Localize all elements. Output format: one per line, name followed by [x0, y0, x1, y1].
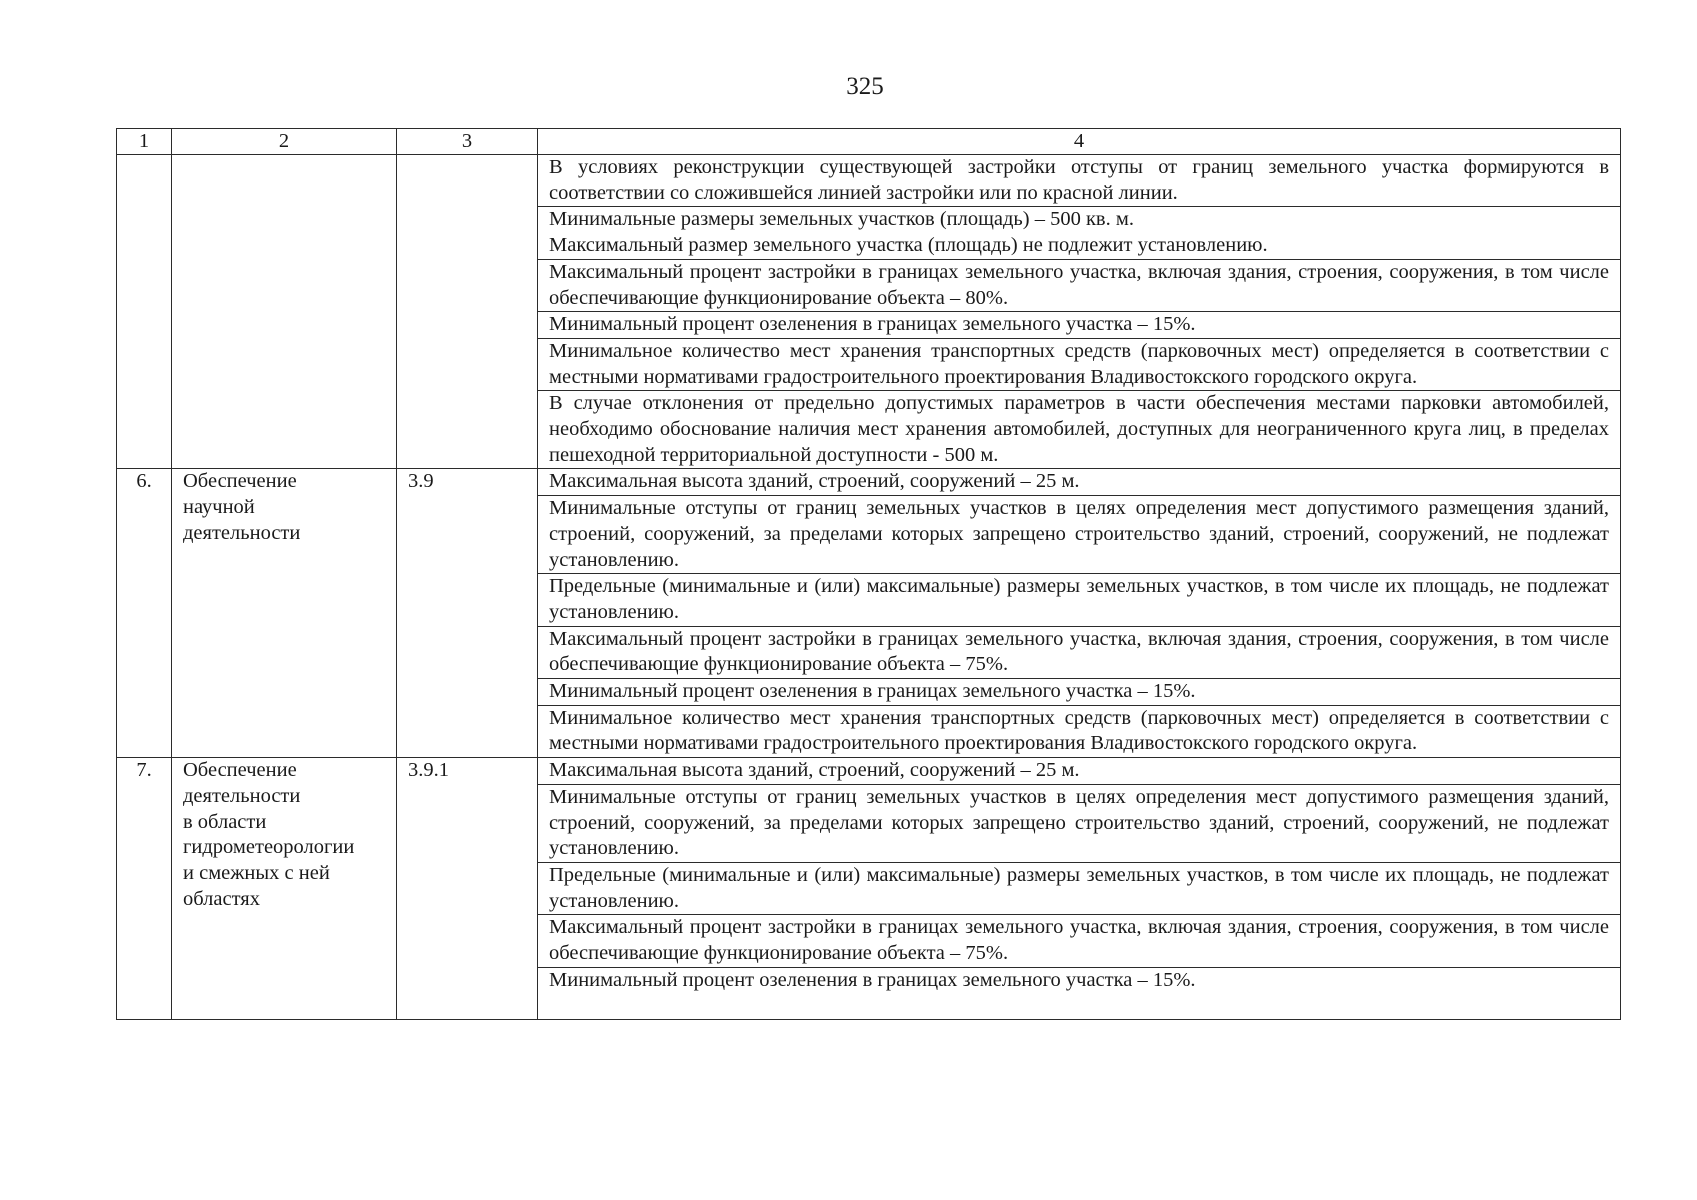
parameter-cell: Максимальная высота зданий, строений, сооружений – 25 м. [538, 758, 1621, 785]
parameter-cell: Минимальные отступы от границ земельных участков в целях определения мест допустимого размещения зданий, строений, сооружений, за пределами которых запрещено строительство зданий, строений, сооружений, не подлежат установлению. [538, 784, 1621, 862]
table-header-row [117, 129, 1621, 155]
parameter-cell: Предельные (минимальные и (или) максимальные) размеры земельных участков, в том числе их площадь, не подлежат установлению. [538, 574, 1621, 626]
parameter-cell: Минимальные отступы от границ земельных участков в целях определения мест допустимого размещения зданий, строений, сооружений, за пределами которых запрещено строительство зданий, строений, сооружений, не подлежат установлению. [538, 496, 1621, 574]
parameter-cell: Минимальные размеры земельных участков (площадь) – 500 кв. м. Максимальный размер земельного участка (площадь) не подлежит установлению. [538, 207, 1621, 259]
parameter-cell: Минимальный процент озеленения в границах земельного участка – 15%. [538, 967, 1621, 1019]
use-name-cell: Обеспечение деятельности в области гидрометеорологии и смежных с ней областях [172, 758, 397, 1020]
regulations-table [116, 128, 1621, 1020]
row-number-cell: 7. [117, 758, 172, 1020]
page-number: 325 [846, 73, 884, 100]
parameter-cell: Минимальный процент озеленения в границах земельного участка – 15%. [538, 312, 1621, 339]
parameter-cell: Минимальное количество мест хранения транспортных средств (парковочных мест) определяется в соответствии с местными нормативами градостроительного проектирования Владивостокского городского округа. [538, 705, 1621, 757]
use-code-cell: 3.9 [397, 469, 538, 758]
parameter-cell: Максимальный процент застройки в границах земельного участка, включая здания, строения, сооружения, в том числе обеспечивающие функционирование объекта – 75%. [538, 915, 1621, 967]
parameter-cell: Максимальный процент застройки в границах земельного участка, включая здания, строения, сооружения, в том числе обеспечивающие функционирование объекта – 80%. [538, 259, 1621, 311]
parameter-cell: Максимальный процент застройки в границах земельного участка, включая здания, строения, сооружения, в том числе обеспечивающие функционирование объекта – 75%. [538, 626, 1621, 678]
use-code-cell: 3.9.1 [397, 758, 538, 1020]
column-header-4: 4 [538, 129, 1621, 155]
parameter-cell: В условиях реконструкции существующей застройки отступы от границ земельного участка формируются в соответствии со сложившейся линией застройки или по красной линии. [538, 155, 1621, 207]
column-header-2: 2 [172, 129, 397, 155]
table-row [117, 469, 1621, 496]
column-header-1: 1 [117, 129, 172, 155]
parameter-cell: В случае отклонения от предельно допустимых параметров в части обеспечения местами парковки автомобилей, необходимо обоснование наличия мест хранения автомобилей, доступных для неограниченного круга лиц, в пределах пешеходной территориальной доступности - 500 м. [538, 391, 1621, 469]
column-header-3: 3 [397, 129, 538, 155]
parameter-cell: Минимальный процент озеленения в границах земельного участка – 15%. [538, 679, 1621, 706]
use-name-cell: Обеспечение научной деятельности [172, 469, 397, 758]
table-row [117, 155, 1621, 207]
row-number-cell [117, 155, 172, 469]
use-code-cell [397, 155, 538, 469]
parameter-cell: Минимальное количество мест хранения транспортных средств (парковочных мест) определяется в соответствии с местными нормативами градостроительного проектирования Владивостокского городского округа. [538, 338, 1621, 390]
table-row [117, 758, 1621, 785]
parameter-cell: Предельные (минимальные и (или) максимальные) размеры земельных участков, в том числе их площадь, не подлежат установлению. [538, 862, 1621, 914]
parameter-cell: Максимальная высота зданий, строений, сооружений – 25 м. [538, 469, 1621, 496]
use-name-cell [172, 155, 397, 469]
row-number-cell: 6. [117, 469, 172, 758]
